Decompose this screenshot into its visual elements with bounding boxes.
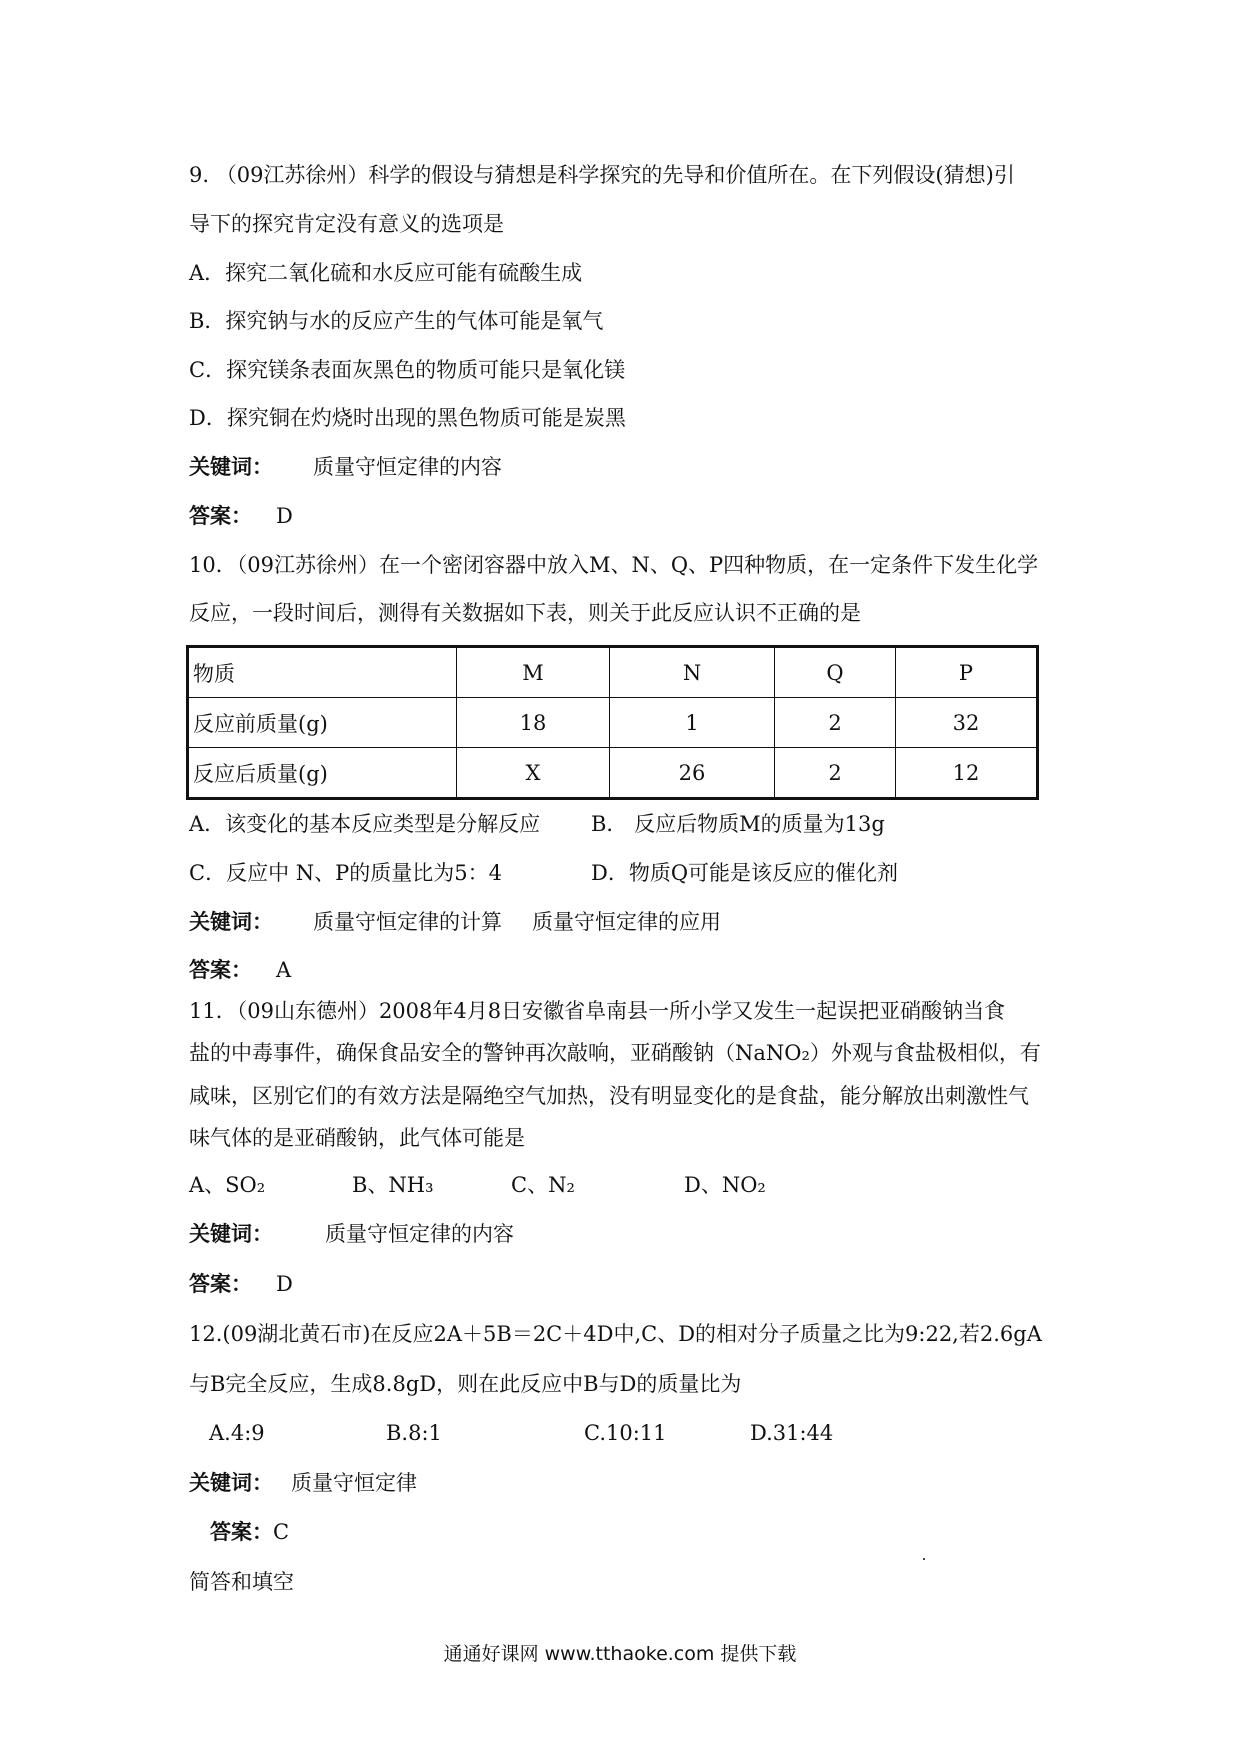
table-cell: 32 [896,698,1038,748]
keyword-value: 质量守恒定律的内容 [313,455,502,479]
q9-option-d: D．探究铜在灼烧时出现的黑色物质可能是炭黑 [189,406,626,430]
table-cell: 2 [775,698,896,748]
keyword-label: 关键词： [189,455,273,479]
q12-option-d: D.31:44 [750,1421,834,1445]
page-footer: 通通好课网 www.tthaoke.com 提供下载 [443,1643,797,1665]
table-cell: X [457,748,610,799]
q9-text-line-1: 9. （09江苏徐州）科学的假设与猜想是科学探究的先导和价值所在。在下列假设(猜想)引 [189,163,1015,187]
q9-text-line-2: 导下的探究肯定没有意义的选项是 [189,212,504,236]
table-cell: 反应前质量(g) [188,698,457,748]
table-cell: 18 [457,698,610,748]
q12-option-a: A.4:9 [209,1421,265,1445]
table-cell: 2 [775,748,896,799]
q10-option-d: D．物质Q可能是该反应的催化剂 [591,861,899,885]
q9-option-c: C．探究镁条表面灰黑色的物质可能只是氧化镁 [189,358,626,382]
q11-option-b: B、NH₃ [352,1173,434,1197]
keyword-value: 质量守恒定律的内容 [325,1222,514,1246]
section-title: 简答和填空 [189,1570,294,1594]
table-cell: 1 [610,698,775,748]
table-cell: P [896,647,1038,698]
table-row [188,748,1038,799]
q9-option-a: A．探究二氧化硫和水反应可能有硫酸生成 [189,261,583,285]
q11-option-a: A、SO₂ [189,1173,266,1197]
table-cell: Q [775,647,896,698]
table-cell: 反应后质量(g) [188,748,457,799]
q10-options-row-2 [189,859,899,887]
q10-option-a: A．该变化的基本反应类型是分解反应 [189,812,541,836]
q10-keywords [189,908,721,936]
table-cell: N [610,647,775,698]
table-cell: 12 [896,748,1038,799]
keyword-value-2: 质量守恒定律的应用 [532,910,721,934]
table-header-row [188,647,1038,698]
q9-option-b: B．探究钠与水的反应产生的气体可能是氧气 [189,309,604,333]
q12-text-line-1: 12.(09湖北黄石市)在反应2A＋5B＝2C＋4D中,C、D的相对分子质量之比为9:22,若2.6gA [189,1322,1042,1346]
q11-option-c: C、N₂ [511,1173,575,1197]
q10-answer [189,956,291,984]
answer-label: 答案： [210,1520,273,1544]
q11-text-line-3: 咸味，区别它们的有效方法是隔绝空气加热，没有明显变化的是食盐，能分解放出刺激性气 [189,1084,1029,1108]
table-cell: M [457,647,610,698]
answer-label: 答案： [189,958,252,982]
answer-value: C [273,1520,290,1544]
answer-label: 答案： [189,504,252,528]
answer-value: D [276,1272,293,1296]
stray-dot [923,1558,925,1560]
q11-option-d: D、NO₂ [684,1173,766,1197]
q11-text-line-4: 味气体的是亚硝酸钠，此气体可能是 [189,1126,525,1150]
q12-keywords [189,1469,417,1497]
q12-option-c: C.10:11 [584,1421,667,1445]
q12-options [209,1419,834,1447]
q11-text-line-1: 11．（09山东德州）2008年4月8日安徽省阜南县一所小学又发生一起误把亚硝酸钠当食 [189,999,1006,1023]
keyword-value: 质量守恒定律的计算 [313,910,502,934]
table-cell: 物质 [188,647,457,698]
q10-text-line-1: 10．（09江苏徐州）在一个密闭容器中放入M、N、Q、P四种物质，在一定条件下发生化学 [189,553,1039,577]
keyword-label: 关键词： [189,1222,273,1246]
keyword-value: 质量守恒定律 [291,1471,417,1495]
q12-text-line-2: 与B完全反应，生成8.8gD，则在此反应中B与D的质量比为 [189,1372,742,1396]
q10-option-b: B． 反应后物质M的质量为13g [591,812,885,836]
q11-answer [189,1270,293,1298]
q11-keywords [189,1220,514,1248]
q9-keywords [189,453,502,481]
q12-option-b: B.8:1 [386,1421,442,1445]
q12-answer [210,1518,289,1546]
mass-data-table [186,645,1039,800]
table-row [188,698,1038,748]
q10-option-c: C．反应中 N、P的质量比为5：4 [189,861,502,885]
q11-options [189,1171,766,1199]
keyword-label: 关键词： [189,910,273,934]
q9-answer [189,502,293,530]
answer-value: A [276,958,292,982]
table-cell: 26 [610,748,775,799]
answer-label: 答案： [189,1272,252,1296]
q11-text-line-2: 盐的中毒事件，确保食品安全的警钟再次敲响，亚硝酸钠（NaNO₂）外观与食盐极相似，有 [189,1041,1041,1065]
q10-text-line-2: 反应，一段时间后，测得有关数据如下表，则关于此反应认识不正确的是 [189,601,861,625]
q10-options-row-1 [189,810,885,838]
answer-value: D [276,504,293,528]
keyword-label: 关键词： [189,1471,273,1495]
